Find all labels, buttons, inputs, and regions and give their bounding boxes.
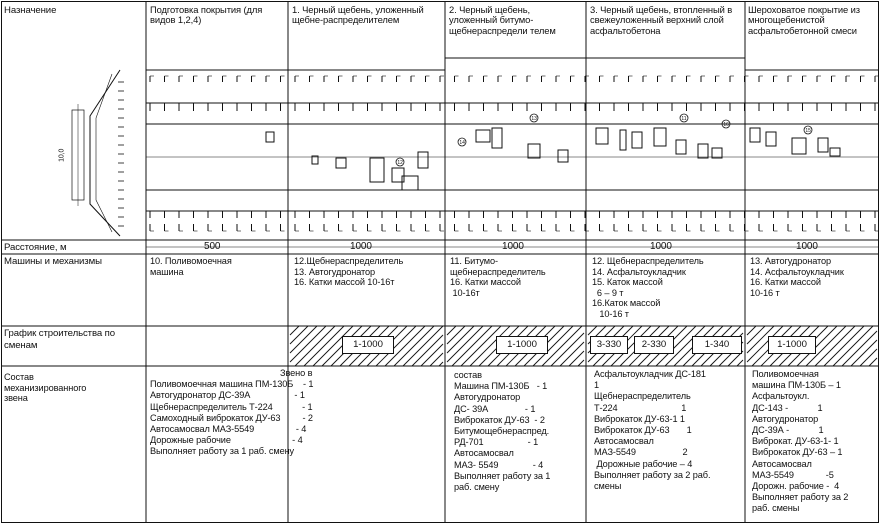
schedule-hatch [747,326,765,344]
machine-icon [766,132,776,146]
perspective-outline [96,74,112,232]
machine-marker-label: 12 [397,160,403,167]
schedule-hatch [290,326,299,335]
text-line: Дорожн. рабочие - 4 [752,481,840,492]
schedule-shift-box: 1-1000 [496,336,548,354]
text-line: МАЗ- 5549 - 4 [454,459,544,470]
distance-value: 1000 [796,241,818,252]
text-line: 12.Щебнераспределитель [294,256,404,266]
schedule-shift-box: 1-340 [692,336,742,354]
text-line: Щебнераспределитель Т-224 - 1 [150,401,313,412]
machine-icon [418,152,428,168]
text-line: Выполняет работу за 2 [752,492,849,503]
machine-icon [676,140,686,154]
text-line: Автосамосвал [454,448,514,459]
machines-list [450,256,546,298]
text-line: Звено в [280,368,313,378]
text-line: Автосамосвал [752,458,812,469]
text-line: щебнераспределитель [450,266,546,277]
text-line: Т-224 1 [594,402,687,413]
machine-icon [558,150,568,162]
schedule-hatch [842,331,877,366]
schedule-hatch [461,326,501,366]
text-line: Щебнераспределитель [594,391,691,402]
crew-composition [594,369,710,492]
text-line: ДС-143 - 1 [752,402,823,413]
machine-icon [596,128,608,144]
text-line: 10-16 т [592,308,629,319]
text-line: Автосамосвал [594,436,654,447]
text-line: 13. Автогудронатор [750,256,832,266]
text-line: смены [594,481,622,492]
schedule-hatch [304,326,344,366]
text-line: ДС- 39А - 1 [454,403,536,414]
machine-icon [492,128,502,148]
text-line: Автогудронатор ДС-39А - 1 [150,390,305,401]
crew-composition [150,368,313,458]
text-line: Виброкаток ДУ-63 - 2 [454,414,545,425]
schedule-hatch [394,326,434,366]
schedule-shift-box: 1-1000 [768,336,816,354]
schedule-hatch [542,326,582,366]
machine-icon [266,132,274,142]
schedule-shift-box: 2-330 [634,336,674,354]
machine-icon [712,148,722,158]
schedule-shift-box: 1-1000 [342,336,394,354]
text-line: 1 [594,380,600,391]
text-line: ДС-39А - 1 [752,425,824,436]
column-header-type-3: 3. Черный щебень, втопленный в свежеуложенный верхний слой асфальтобетона [590,4,733,36]
distance-value: 1000 [502,241,524,252]
schedule-hatch [737,360,743,366]
text-line: МАЗ-5549 2 [594,447,688,458]
schedule-hatch [447,326,456,335]
text-line: 13. Автогудронатор [294,266,376,277]
schedule-hatch [869,358,877,366]
text-line: Виброкат. ДУ-63-1- 1 [752,436,839,447]
schedule-hatch [824,326,864,366]
text-line: Битумощебнераспред. [454,426,550,437]
text-line: состав [454,370,482,380]
machine-marker-label: 16 [723,122,729,129]
text-line: 14. Асфальтоукладчик [592,266,686,277]
schedule-hatch [569,351,584,366]
machine-marker-label: 14 [459,140,465,147]
machine-icon [336,158,346,168]
machine-marker-label: 13 [531,116,537,123]
text-line: 10-16 т [750,287,780,298]
schedule-hatch [447,326,483,362]
schedule-hatch [421,344,443,366]
crew-composition [752,369,848,515]
text-line: 10. Поливомоечная [150,256,232,266]
text-line: 10-16т [450,287,480,298]
machine-icon [830,148,840,156]
text-line: Виброкаток ДУ-63 – 1 [752,447,843,458]
text-line: 6 – 9 т [592,287,624,298]
text-line: раб. смену [454,482,500,493]
text-line: Асфальтоукладчик ДС-181 [594,369,706,379]
text-line: 16. Катки массой [450,277,521,288]
machine-marker-label: 11 [681,116,687,123]
schedule-hatch [439,362,443,366]
distance-value: 500 [204,241,221,252]
text-line: машина ПМ-130Б – 1 [752,380,841,391]
text-line: Автосамосвал МАЗ-5549 - 4 [150,424,307,435]
schedule-hatch [588,326,597,335]
text-line: Поливомоечная машина ПМ-130Б - 1 [150,379,314,390]
crew-composition [454,370,550,493]
row-label-purpose: Назначение [4,5,57,16]
machines-list [150,256,232,277]
perspective-outline [90,70,120,236]
schedule-hatch [290,326,308,344]
schedule-hatch [578,360,584,366]
machines-list [592,256,704,320]
column-header-preparation: Подготовка покрытия (для видов 1,2,4) [150,4,263,26]
machine-icon [654,128,666,146]
text-line: Автогудронатор [454,392,521,403]
text-line: 16.Каток массой [592,298,661,309]
text-line: Самоходный виброкаток ДУ-63 - 2 [150,412,313,423]
text-line: 11. Битумо- [450,256,498,266]
text-line: Выполняет работу за 1 [454,470,551,481]
text-line: Виброкаток ДУ-63 1 [594,425,692,436]
road-width-label: 10,0 [58,148,66,162]
schedule-hatch [815,326,855,366]
schedule-hatch [747,326,756,335]
text-line: Автогудронатор [752,413,819,424]
machine-icon [792,138,806,154]
text-line: 14. Асфальтоукладчик [750,266,844,277]
text-line: РД-701 - 1 [454,437,539,448]
text-line: машина [150,266,184,277]
schedule-hatch [290,326,326,362]
text-line: 16. Катки массой 10-16т [294,277,395,288]
distance-value: 1000 [350,241,372,252]
text-line: Асфальтоукл. [752,391,810,402]
text-line: Дорожные рабочие – 4 [594,458,693,469]
machine-icon [750,128,760,142]
row-label-schedule: График строительства по сменам [4,328,115,351]
schedule-hatch [452,326,492,366]
row-label-composition: Состав механизированного звена [4,372,87,403]
text-line: Машина ПМ-130Б - 1 [454,381,548,392]
machine-icon [476,130,490,142]
text-line: Выполняет работу за 1 раб. смену [150,446,295,457]
schedule-hatch [412,335,443,366]
schedule-hatch [551,333,584,366]
text-line: Дорожные рабочие - 4 [150,435,303,446]
schedule-hatch [860,349,877,366]
text-line: 15. Каток массой [592,277,663,288]
schedule-hatch [403,326,443,366]
machines-list [750,256,844,298]
schedule-hatch [833,326,873,366]
text-line: раб. смены [752,503,800,514]
text-line: Поливомоечная [752,369,819,379]
text-line: МАЗ-5549 -5 [752,469,834,480]
machine-icon [370,158,384,182]
machine-icon [528,144,540,158]
text-line: 16. Катки массой [750,277,821,288]
schedule-hatch [447,326,465,344]
machine-icon [620,130,626,150]
schedule-shift-box: 3-330 [590,336,628,354]
schedule-hatch [295,326,335,366]
column-header-type-2: 2. Черный щебень, уложенный битумо-щебнераспредели телем [449,4,556,36]
machine-icon [632,132,642,148]
text-line: 12. Щебнераспределитель [592,256,704,266]
distance-value: 1000 [650,241,672,252]
row-label-machines: Машины и механизмы [4,256,102,267]
row-label-distance: Расстояние, м [4,242,67,253]
column-header-type-1: 1. Черный щебень, уложенный щебне-распределителем [292,4,424,26]
text-line: Виброкаток ДУ-63-1 1 [594,413,685,424]
machine-marker-label: 15 [805,128,811,135]
machines-list [294,256,403,288]
column-header-rough-surface: Шероховатое покрытие из многощебенистой асфальтобетонной смеси [748,4,860,36]
text-line: Выполняет работу за 2 раб. [594,469,711,480]
machine-icon [818,138,828,152]
machine-icon [698,144,708,158]
